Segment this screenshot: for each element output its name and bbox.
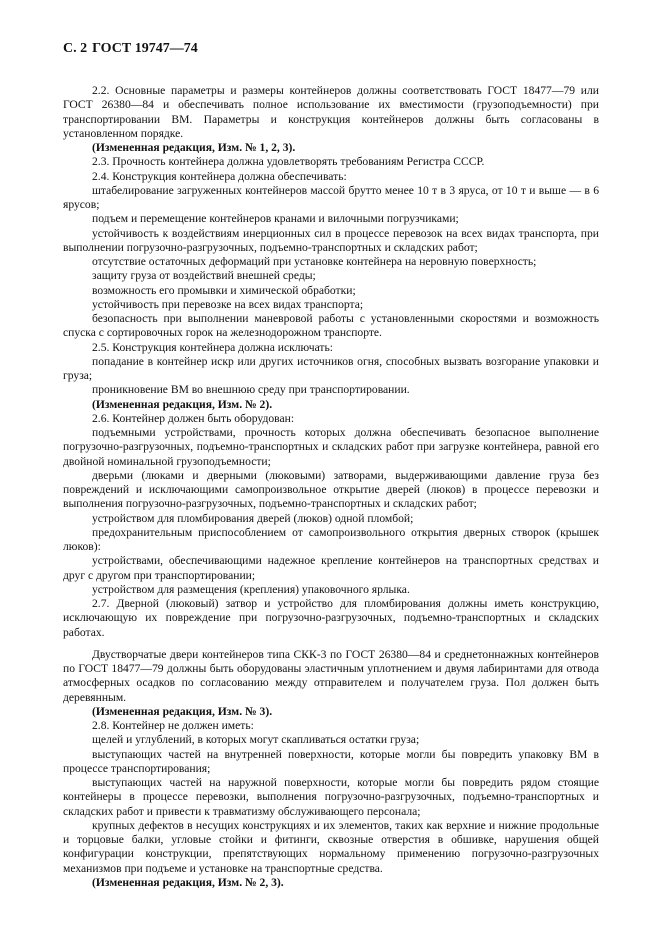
- paragraph: попадание в контейнер искр или других источников огня, способных вызвать возгорание упаковки и груза;: [63, 354, 599, 382]
- paragraph: 2.2. Основные параметры и размеры контейнеров должны соответствовать ГОСТ 18477—79 или ГОСТ 26380—84 и обеспечивать полное использование их вместимости (грузоподъемности) при транспортировании ВМ. Параметры и конструкция контейнеров должны быть согласованы в установленном порядке.: [63, 84, 599, 140]
- page-number: С. 2: [63, 41, 88, 56]
- paragraph: устойчивость к воздействиям инерционных сил в процессе перевозок на всех видах транспорта, при выполнении погрузочно-разгрузочных, подъемно-транспортных и складских работ;: [63, 226, 599, 254]
- paragraph: проникновение ВМ во внешнюю среду при транспортировании.: [92, 383, 410, 397]
- paragraph: 2.3. Прочность контейнера должна удовлетворять требованиям Регистра СССР.: [92, 155, 485, 169]
- document-body: [63, 84, 599, 890]
- paragraph: отсутствие остаточных деформаций при установке контейнера на неровную поверхность;: [92, 255, 537, 268]
- paragraph: устройством для размещения (крепления) упаковочного ярлыка.: [92, 582, 410, 596]
- paragraph: 2.6. Контейнер должен быть оборудован:: [92, 411, 295, 425]
- amendment-note: (Измененная редакция, Изм. № 2, 3).: [92, 875, 284, 889]
- paragraph: крупных дефектов в несущих конструкциях и их элементов, таких как верхние и нижние продольные и торцовые балки, угловые стойки и фитинги, сквозные отверстия в обшивке, нарушения общей конфигурации конструкции, препятствующих нормальному применению погрузочно-разгрузочных механизмов при подъеме и установке на транспортные средства.: [63, 818, 599, 875]
- amendment-note: (Измененная редакция, Изм. № 3).: [92, 704, 273, 718]
- paragraph: 2.4. Конструкция контейнера должна обеспечивать:: [92, 169, 347, 183]
- paragraph: 2.7. Дверной (люковый) затвор и устройство для пломбирования должны иметь конструкцию, исключающую их повреждение при погрузочно-разгрузочных, подъемно-транспортных и складских работах.: [63, 597, 599, 639]
- paragraph: Двустворчатые двери контейнеров типа СКК-3 по ГОСТ 26380—84 и среднетоннажных контейнеров по ГОСТ 18477—79 должны быть оборудованы эластичным уплотнением и двумя лабиринтами для отвода атмосферных осадков по согласованию между отправителем и получателем груза. Пол должен быть деревянным.: [63, 647, 599, 704]
- paragraph: дверьми (люками и дверными (люковыми) затворами, выдерживающими давление груза без повреждений и исключающими самопроизвольное открытие дверей (люков) в процессе перевозки и выполнения погрузочно-разгрузочных, подъемно-транспортных и складских работ;: [63, 468, 599, 511]
- paragraph: подъемными устройствами, прочность которых должна обеспечивать безопасное выполнение погрузочно-разгрузочных, подъемно-транспортных и складских работ при загрузке контейнера, равной его двойной номинальной грузоподъемности;: [63, 426, 599, 468]
- paragraph: подъем и перемещение контейнеров кранами и вилочными погрузчиками;: [92, 212, 459, 226]
- paragraph: 2.5. Конструкция контейнера должна исключать:: [92, 340, 333, 354]
- standard-number: ГОСТ 19747—74: [92, 41, 198, 56]
- paragraph: выступающих частей на наружной поверхности, которые могли бы повредить рядом стоящие контейнеры в процессе перевозки, выполнения погрузочно-разгрузочных, подъемно-транспортных и складских работ и привести к травматизму обслуживающего персонала;: [63, 776, 599, 818]
- paragraph: устойчивость при перевозке на всех видах транспорта;: [92, 297, 364, 311]
- page-header: [63, 40, 599, 58]
- paragraph: защиту груза от воздействий внешней среды;: [92, 269, 316, 283]
- paragraph: возможность его промывки и химической обработки;: [92, 283, 356, 297]
- amendment-note: (Измененная редакция, Изм. № 2).: [92, 397, 273, 411]
- paragraph: предохранительным приспособлением от самопроизвольного открытия дверных створок (крышек люков):: [63, 525, 599, 553]
- paragraph: устройством для пломбирования дверей (люков) одной пломбой;: [92, 511, 414, 525]
- amendment-note: (Измененная редакция, Изм. № 1, 2, 3).: [92, 141, 296, 154]
- paragraph: щелей и углублений, в которых могут скапливаться остатки груза;: [92, 733, 420, 747]
- paragraph: безопасность при выполнении маневровой работы с установленными скоростями и возможность спуска с сортировочных горок на железнодорожном транспорте.: [63, 312, 599, 340]
- paragraph: устройствами, обеспечивающими надежное крепление контейнеров на транспортных средствах и друг с другом при транспортировании;: [63, 554, 599, 582]
- paragraph: 2.8. Контейнер не должен иметь:: [92, 719, 254, 732]
- paragraph: выступающих частей на внутренней поверхности, которые могли бы повредить упаковку ВМ в процессе транспортирования;: [63, 747, 599, 775]
- paragraph: штабелирование загруженных контейнеров массой брутто менее 10 т в 3 яруса, от 10 т и выше — в 6 ярусов;: [63, 183, 599, 211]
